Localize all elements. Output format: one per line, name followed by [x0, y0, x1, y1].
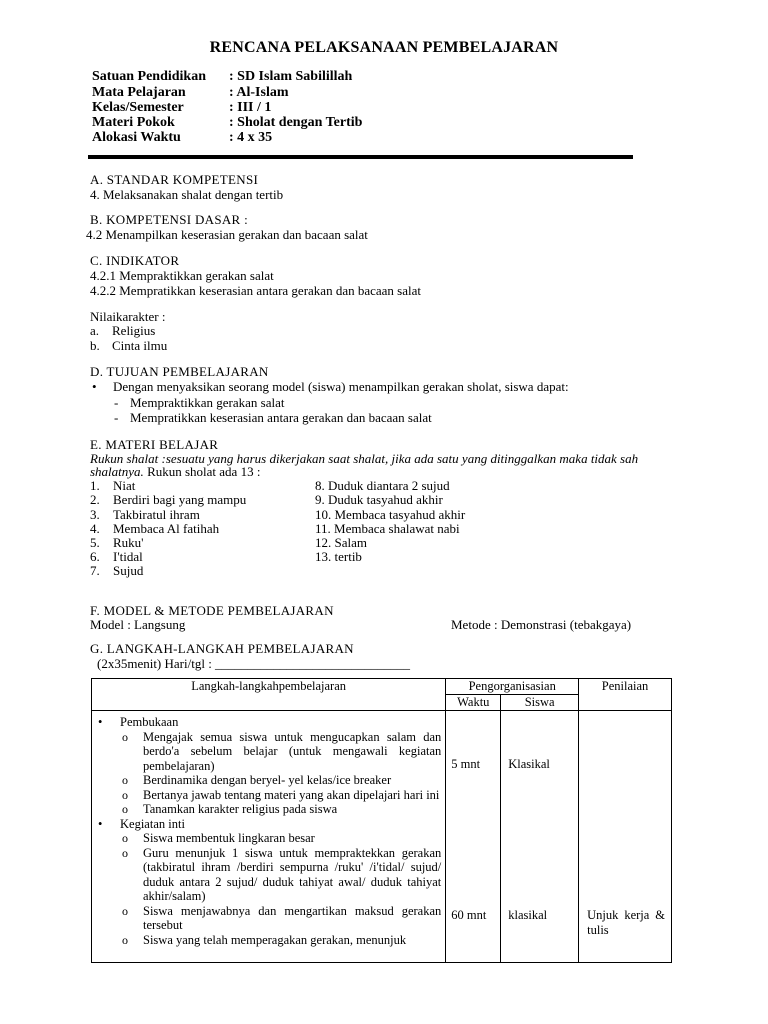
header-divider	[88, 155, 633, 159]
section-d-heading: D. TUJUAN PEMBELAJARAN	[90, 364, 269, 379]
header-key: Materi Pokok	[92, 115, 175, 130]
document-title: RENCANA PELAKSANAAN PEMBELAJARAN	[209, 39, 559, 56]
section-g-subheading: (2x35menit) Hari/tgl : ______________________________	[97, 656, 411, 671]
nilai-number: a.	[90, 323, 100, 338]
list-item	[120, 904, 441, 933]
list-item	[120, 788, 441, 803]
header-value: : 4 x 35	[229, 130, 273, 145]
circle-bullet-icon: o	[122, 787, 128, 802]
indikator-item: 4.2.2 Mempratikkan keserasian antara gerakan dan bacaan salat	[90, 283, 421, 298]
siswa-inti: klasikal	[508, 908, 548, 922]
rukun-number: 4.	[90, 521, 100, 536]
rukun-left-item	[90, 563, 144, 579]
rukun-count: Rukun sholat ada 13 :	[143, 464, 261, 479]
header-value: : Sholat dengan Tertib	[229, 115, 363, 130]
section-b-item: 4.2 Menampilkan keserasian gerakan dan bacaan salat	[86, 227, 368, 242]
rukun-number: 7.	[90, 563, 100, 578]
langkah-cell	[92, 711, 446, 963]
nilai-number: b.	[90, 338, 100, 353]
column-header-siswa: Siswa	[501, 695, 579, 711]
rukun-left-item	[90, 492, 247, 508]
rukun-number: 6.	[90, 549, 100, 564]
list-item	[120, 730, 441, 774]
section-c-heading: C. INDIKATOR	[90, 253, 180, 268]
section-e-heading: E. MATERI BELAJAR	[90, 437, 219, 452]
nilai-text: Religius	[112, 323, 156, 338]
rukun-text: Berdiri bagi yang mampu	[113, 492, 247, 507]
list-item	[120, 773, 441, 788]
step-text: Siswa membentuk lingkaran besar	[143, 831, 315, 845]
list-item	[120, 846, 441, 904]
rukun-text: Ruku'	[113, 535, 144, 550]
step-text: Siswa yang telah memperagakan gerakan, menunjuk	[143, 932, 407, 947]
rukun-text: Niat	[113, 478, 136, 493]
nilai-karakter-label: Nilaikarakter :	[90, 309, 166, 324]
waktu-inti: 60 mnt	[451, 908, 487, 922]
section-f-heading: F. MODEL & METODE PEMBELAJARAN	[90, 603, 334, 618]
circle-bullet-icon: o	[122, 845, 128, 860]
dash-icon: -	[114, 410, 119, 425]
pembukaan-label: Pembukaan	[120, 715, 179, 729]
column-header-penilaian: Penilaian	[579, 679, 672, 711]
rukun-definition: Rukun shalat :sesuatu yang harus dikerjakan saat shalat, jika ada satu yang ditinggalkan maka tidak sah	[90, 451, 639, 466]
indikator-item: 4.2.1 Mempraktikkan gerakan salat	[90, 268, 274, 283]
rukun-right-item: 12. Salam	[315, 535, 367, 550]
header-value: : SD Islam Sabilillah	[229, 69, 353, 84]
circle-bullet-icon: o	[122, 831, 128, 845]
penilaian-cell	[579, 711, 672, 963]
column-header-langkah: Langkah-langkahpembelajaran	[92, 679, 446, 711]
rukun-text: Takbiratul ihram	[113, 507, 200, 522]
tujuan-sub-item: Mempraktikkan gerakan salat	[130, 395, 285, 410]
circle-bullet-icon: o	[122, 802, 128, 816]
bullet-icon: •	[98, 715, 103, 729]
header-key: Alokasi Waktu	[92, 130, 181, 145]
rukun-number: 3.	[90, 507, 100, 522]
section-a-heading: A. STANDAR KOMPETENSI	[90, 172, 259, 187]
step-text: Mengajak semua siswa untuk mengucapkan salam dan berdo'a sebelum belajar (untuk mengawali kegiatan pembelajaran)	[143, 729, 442, 773]
circle-bullet-icon: o	[122, 932, 128, 947]
list-item-pembukaan	[92, 715, 441, 817]
penilaian-inti: Unjuk kerja & tulis	[587, 908, 665, 937]
section-a-item: 4. Melaksanakan shalat dengan tertib	[90, 187, 284, 202]
bullet-icon: •	[92, 379, 97, 394]
bullet-icon: •	[98, 816, 103, 831]
tujuan-sub-item: Mempratikkan keserasian antara gerakan dan bacaan salat	[130, 410, 432, 425]
dash-icon: -	[114, 395, 119, 410]
rukun-text: Membaca Al fatihah	[113, 521, 220, 536]
step-text: Bertanya jawab tentang materi yang akan dipelajari hari ini	[143, 787, 440, 802]
list-item-inti	[92, 817, 441, 948]
rukun-text: I'tidal	[113, 549, 143, 564]
nilai-item	[90, 323, 156, 339]
rukun-number: 2.	[90, 492, 100, 507]
step-text: Tanamkan karakter religius pada siswa	[143, 802, 338, 816]
list-item	[120, 831, 441, 846]
step-text: Guru menunjuk 1 siswa untuk mempraktekkan gerakan (takbiratul ihram /berdiri sempurna /ruku' /i'tidal/ sujud/ duduk antara 2 sujud/ duduk tahiyat awal/ duduk tahiyat akhir/salam)	[143, 845, 442, 903]
nilai-text: Cinta ilmu	[112, 338, 168, 353]
rukun-text: Sujud	[113, 563, 144, 578]
header-value: : III / 1	[229, 100, 272, 115]
inti-label: Kegiatan inti	[120, 816, 185, 831]
list-item	[120, 802, 441, 817]
step-text: Siswa menjawabnya dan mengartikan maksud gerakan tersebut	[143, 903, 442, 932]
section-b-heading: B. KOMPETENSI DASAR :	[90, 212, 248, 227]
model-text: Model : Langsung	[90, 617, 186, 632]
waktu-cell	[446, 711, 501, 963]
rukun-right-item: 13. tertib	[315, 549, 362, 564]
header-key: Kelas/Semester	[92, 100, 184, 115]
header-value: : Al-Islam	[229, 85, 289, 100]
table-row	[92, 711, 672, 963]
list-item	[120, 933, 441, 948]
header-key: Satuan Pendidikan	[92, 69, 206, 84]
tujuan-text: Dengan menyaksikan seorang model (siswa) menampilkan gerakan sholat, siswa dapat:	[113, 379, 569, 394]
learning-steps-table	[91, 678, 672, 963]
rukun-right-item: 11. Membaca shalawat nabi	[315, 521, 460, 536]
rukun-right-item: 8. Duduk diantara 2 sujud	[315, 478, 450, 493]
circle-bullet-icon: o	[122, 729, 128, 744]
column-header-waktu: Waktu	[446, 695, 501, 711]
siswa-cell	[501, 711, 579, 963]
rukun-right-item: 10. Membaca tasyahud akhir	[315, 507, 466, 522]
rukun-number: 5.	[90, 535, 100, 550]
circle-bullet-icon: o	[122, 773, 128, 787]
column-header-pengorganisasian: Pengorganisasian	[446, 679, 579, 695]
step-text: Berdinamika dengan beryel- yel kelas/ice breaker	[143, 773, 392, 787]
header-key: Mata Pelajaran	[92, 85, 186, 100]
rukun-number: 1.	[90, 478, 100, 493]
nilai-item	[90, 338, 168, 354]
rukun-definition-italic: shalatnya.	[90, 464, 144, 479]
section-g-heading: G. LANGKAH-LANGKAH PEMBELAJARAN	[90, 641, 354, 656]
waktu-pembukaan: 5 mnt	[451, 757, 481, 771]
rukun-right-item: 9. Duduk tasyahud akhir	[315, 492, 443, 507]
metode-text: Metode : Demonstrasi (tebakgaya)	[451, 617, 632, 632]
circle-bullet-icon: o	[122, 903, 128, 918]
siswa-pembukaan: Klasikal	[508, 757, 550, 771]
